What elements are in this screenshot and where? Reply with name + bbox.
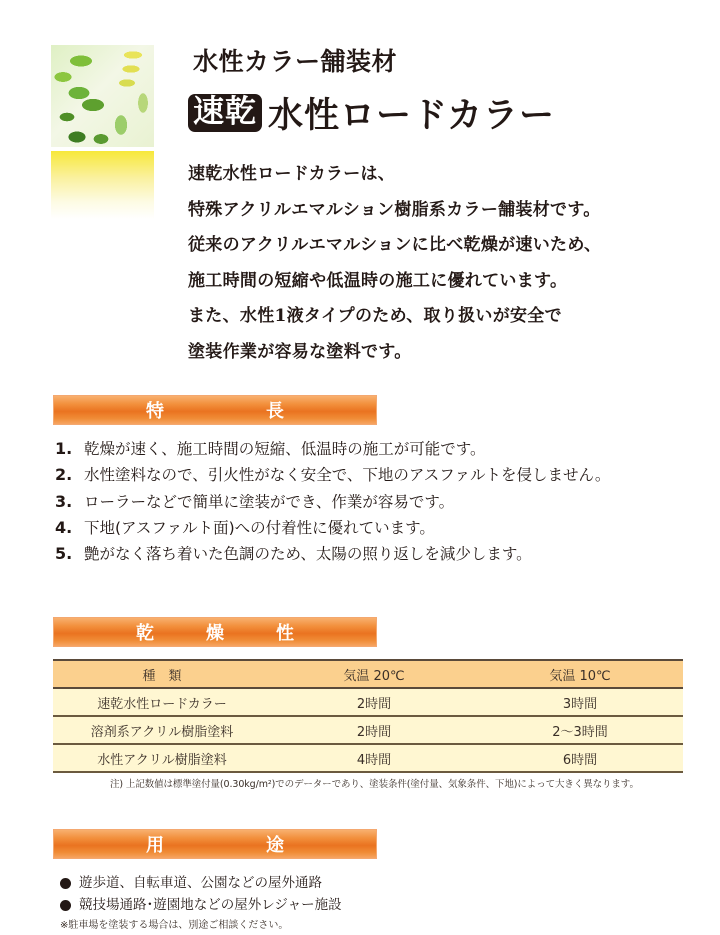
feature-text: ローラーなどで簡単に塗装ができ、作業が容易です。 <box>84 492 455 511</box>
table-cell: 4時間 <box>356 752 392 768</box>
intro-line: また、水性1液タイプのため、取り扱いが安全で <box>188 306 562 326</box>
table-cell: 水性アクリル樹脂塗料 <box>97 752 227 768</box>
product-subtitle: 水性カラー舗装材 <box>193 47 398 76</box>
use-item <box>60 894 342 916</box>
product-name: 水性ロードカラー <box>268 96 555 136</box>
intro-line: 施工時間の短縮や低温時の施工に優れています。 <box>188 270 568 291</box>
use-text: 競技場通路･遊園地などの屋外レジャー施設 <box>79 897 342 913</box>
table-cell: 2〜3時間 <box>552 724 608 740</box>
drying-time-table <box>53 659 683 773</box>
features-list <box>55 436 610 567</box>
product-title <box>188 88 555 138</box>
table-note: 注) 上記数値は標準塗付量(0.30kg/m²)でのデーターであり、塗装条件(塗付量、気象条件、下地)によって大きく異なります。 <box>110 779 639 790</box>
section-title: 乾燥性 <box>136 623 346 644</box>
feature-text: 下地(アスファルト面)への付着性に優れています。 <box>84 518 435 537</box>
table-row <box>53 716 683 744</box>
feature-item <box>55 541 610 567</box>
feature-number: 5. <box>55 544 73 564</box>
table-cell: 2時間 <box>356 696 392 712</box>
intro-text <box>188 157 601 370</box>
intro-line: 速乾水性ロードカラーは、 <box>188 164 396 184</box>
intro-line: 塗装作業が容易な塗料です。 <box>188 341 412 362</box>
section-header-features <box>53 395 386 425</box>
feature-item <box>55 436 610 462</box>
intro-line: 従来のアクリルエマルションに比べ乾燥が速いため、 <box>188 235 602 255</box>
table-cell: 3時間 <box>562 696 598 712</box>
quick-dry-badge: 速乾 <box>188 94 262 133</box>
section-header-uses <box>53 829 386 859</box>
uses-list <box>60 872 342 916</box>
feature-item <box>55 489 610 515</box>
column-header-type: 種 類 <box>142 668 182 684</box>
section-header-drying <box>53 617 377 647</box>
feature-text: 水性塗料なので、引火性がなく安全で、下地のアスファルトを侵しません。 <box>84 466 611 485</box>
feature-number: 1. <box>55 439 73 458</box>
bullet-icon <box>60 900 71 911</box>
column-header-10c: 気温 10℃ <box>549 668 611 684</box>
column-header-20c: 気温 20℃ <box>343 668 405 684</box>
table-cell: 6時間 <box>562 752 598 768</box>
use-item <box>60 872 342 894</box>
leaf-photo <box>51 45 154 147</box>
feature-text: 艶がなく落ち着いた色調のため、太陽の照り返しを減少します。 <box>84 545 532 564</box>
bullet-icon <box>60 878 71 889</box>
table-cell: 2時間 <box>356 724 392 740</box>
table-cell: 速乾水性ロードカラー <box>97 696 227 712</box>
yellow-gradient-block <box>51 151 154 219</box>
feature-number: 3. <box>55 491 73 511</box>
section-title: 用途 <box>146 835 386 856</box>
uses-footnote: ※駐車場を塗装する場合は、別途ご相談ください。 <box>60 920 289 931</box>
feature-text: 乾燥が速く、施工時間の短縮、低温時の施工が可能です。 <box>84 440 486 458</box>
feature-number: 4. <box>55 517 73 537</box>
intro-line: 特殊アクリルエマルション樹脂系カラー舗装材です。 <box>188 199 601 220</box>
table-row <box>53 744 683 772</box>
section-title: 特長 <box>146 401 386 422</box>
table-cell: 溶剤系アクリル樹脂塗料 <box>90 724 234 740</box>
feature-number: 2. <box>55 465 73 485</box>
feature-item <box>55 515 610 541</box>
table-header-row <box>53 660 683 688</box>
feature-item <box>55 462 610 488</box>
table-row <box>53 688 683 716</box>
use-text: 遊歩道、自転車道、公園などの屋外通路 <box>79 875 322 891</box>
